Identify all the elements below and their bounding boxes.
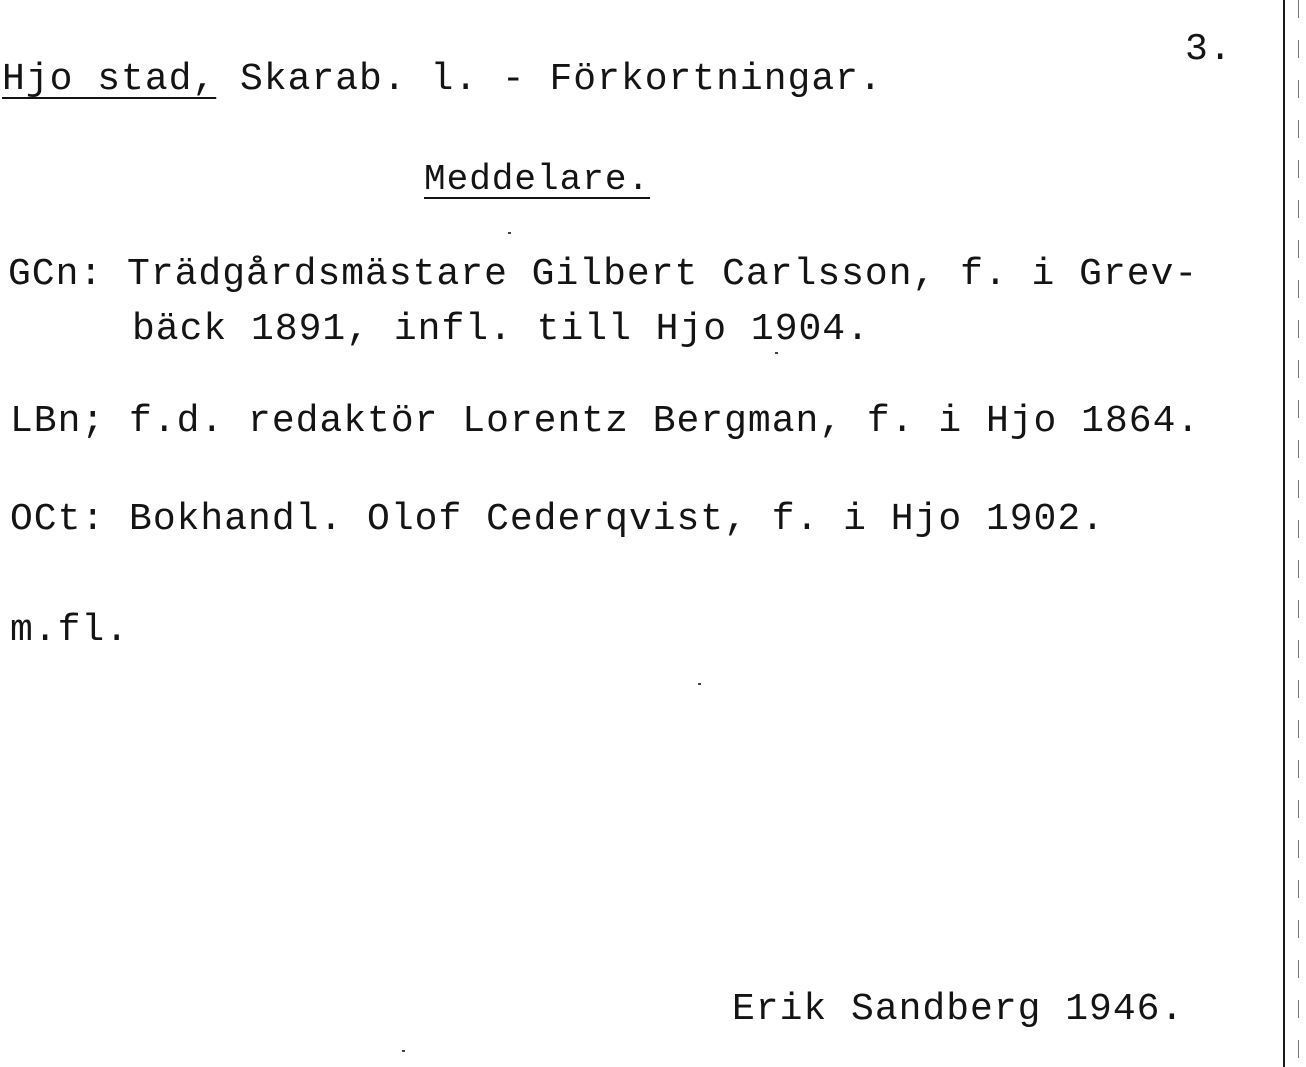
scan-speck bbox=[698, 683, 701, 685]
card-heading bbox=[2, 58, 883, 102]
card-edge-shadow bbox=[1298, 0, 1299, 1067]
scan-speck bbox=[402, 1050, 405, 1052]
entry-oct: OCt: Bokhandl. Olof Cederqvist, f. i Hjo 1902. bbox=[10, 498, 1105, 541]
scan-speck bbox=[508, 232, 511, 234]
entry-mfl: m.fl. bbox=[10, 609, 130, 652]
entry-gcn-line-2: bäck 1891, infl. till Hjo 1904. bbox=[132, 308, 870, 351]
card-number: 3. bbox=[1185, 28, 1233, 71]
heading-place: Hjo stad, bbox=[2, 58, 217, 101]
entry-gcn-line-1: GCn: Trädgårdsmästare Gilbert Carlsson, f. i Grev- bbox=[8, 253, 1199, 296]
signature: Erik Sandberg 1946. bbox=[732, 988, 1185, 1031]
card-edge-line bbox=[1283, 0, 1285, 1067]
heading-rest: Skarab. l. - Förkortningar. bbox=[216, 58, 883, 101]
entry-lbn: LBn; f.d. redaktör Lorentz Bergman, f. i Hjo 1864. bbox=[10, 400, 1201, 443]
section-title: Meddelare. bbox=[424, 159, 651, 200]
scan-speck bbox=[775, 352, 778, 354]
